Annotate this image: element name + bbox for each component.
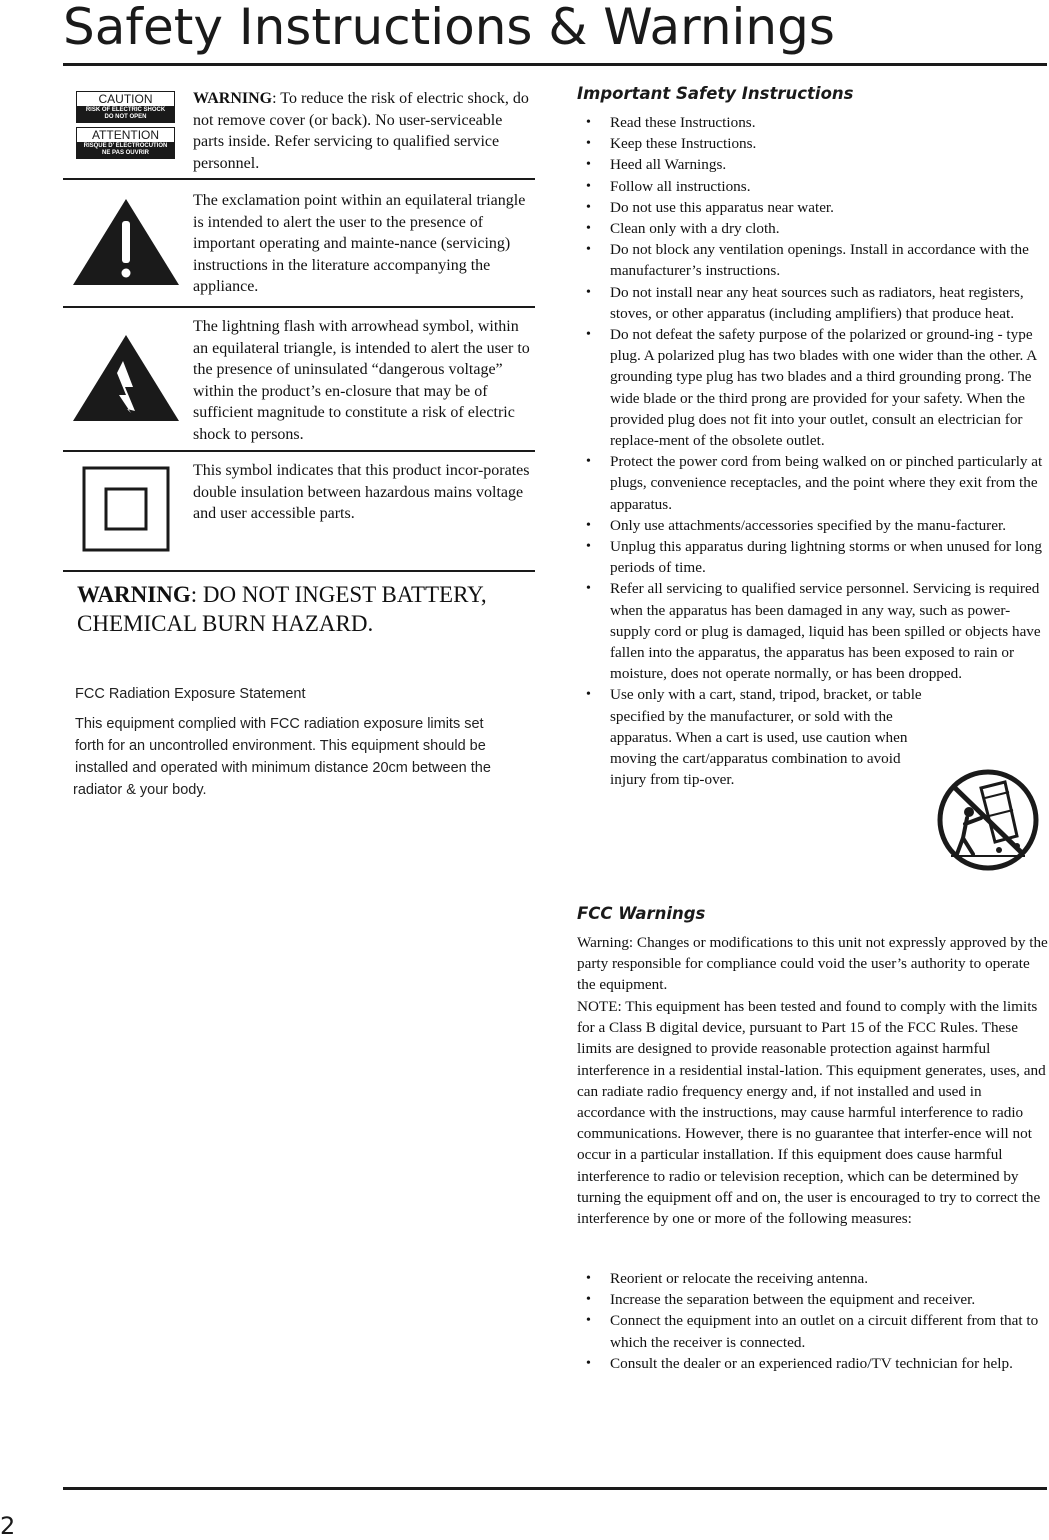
battery-warning-line1-text: : DO NOT INGEST BATTERY,	[190, 582, 487, 607]
list-item: • Do not install near any heat sources such as radiators, heat registers, stoves, or other apparatus (including amplifiers) that produce heat.	[577, 282, 1047, 324]
exclamation-text: The exclamation point within an equilateral triangle is intended to alert the user to the presence of important operating and mainte-nance (servicing) instructions in the literature accompanying the appliance.	[193, 192, 526, 295]
list-item: • Protect the power cord from being walked on or pinched particularly at plugs, convenience receptacles, and the point where they exit from the apparatus.	[577, 451, 1047, 515]
battery-warning	[63, 572, 535, 652]
warning-body: : To reduce the risk of electric shock, do not remove cover (or back). No user-serviceable parts inside. Refer servicing to qualified service personnel.	[193, 90, 529, 172]
list-item: • Refer all servicing to qualified service personnel. Servicing is required when the apparatus has been damaged in any way, such as power-supply cord or plug is damaged, liquid has been spilled or objects have fallen into the apparatus, the apparatus has been exposed to rain or moisture, does not operate normally, or has been dropped.	[577, 578, 1047, 684]
fcc-measures-list	[577, 1268, 1047, 1374]
caution-row	[63, 80, 535, 180]
left-column	[63, 80, 535, 652]
list-item: • Reorient or relocate the receiving antenna.	[577, 1268, 1047, 1289]
list-item: • Heed all Warnings.	[577, 154, 1047, 175]
lightning-triangle-icon	[71, 333, 181, 423]
header-rule	[63, 63, 1047, 66]
exclamation-triangle-icon	[71, 197, 181, 287]
page-title: Safety Instructions & Warnings	[63, 0, 835, 56]
important-heading: Important Safety Instructions	[577, 84, 854, 103]
battery-warning-lead: WARNING	[77, 582, 191, 607]
list-item: • Unplug this apparatus during lightning storms or when unused for long periods of time.	[577, 536, 1047, 578]
battery-warning-line2: CHEMICAL BURN HAZARD.	[77, 611, 374, 636]
list-item: • Connect the equipment into an outlet on a circuit different from that to which the receiver is connected.	[577, 1310, 1047, 1352]
caution-label-icon	[76, 91, 175, 123]
fcc-radiation-line4: radiator & your body.	[73, 782, 207, 798]
list-item: • Do not defeat the safety purpose of the polarized or ground-ing - type plug. A polarized plug has two blades with one wider than the other. A grounding type plug has two blades and a third grounding prong. The wide blade or the third prong are provided for your safety. When the provided plug does not fit into your outlet, consult an electrician for replace-ment of the obsolete outlet.	[577, 324, 1047, 451]
fcc-warnings-heading: FCC Warnings	[577, 904, 706, 923]
double-insulation-row	[63, 452, 535, 572]
page-number: 2	[0, 1512, 16, 1540]
attention-label-sub1: RISQUE D' ÉLECTROCUTION	[83, 143, 168, 149]
lightning-row	[63, 308, 535, 452]
fcc-radiation-heading: FCC Radiation Exposure Statement	[75, 686, 306, 702]
list-item: • Follow all instructions.	[577, 176, 1047, 197]
double-insulation-icon	[81, 465, 171, 553]
list-item: • Consult the dealer or an experienced radio/TV technician for help.	[577, 1353, 1047, 1374]
list-item: • Clean only with a dry cloth.	[577, 218, 1047, 239]
caution-label-sub1: RISK OF ELECTRIC SHOCK	[85, 107, 166, 113]
fcc-radiation-line1: This equipment complied with FCC radiation exposure limits set	[75, 716, 484, 732]
fcc-radiation-line2: forth for an uncontrolled environment. This equipment should be	[75, 738, 486, 754]
list-item: • Use only with a cart, stand, tripod, bracket, or table specified by the manufacturer, or sold with the apparatus. When a cart is used, use caution when moving the cart/apparatus combination to avoid injury from tip-over.	[577, 684, 1047, 790]
warning-lead: WARNING	[193, 90, 273, 107]
caution-warning-text	[193, 88, 535, 174]
caution-label-title: CAUTION	[77, 92, 174, 106]
list-item: • Do not use this apparatus near water.	[577, 197, 1047, 218]
caution-label-sub2: DO NOT OPEN	[104, 114, 147, 120]
attention-label-icon	[76, 127, 175, 159]
double-insulation-text: This symbol indicates that this product incor-porates double insulation between hazardous mains voltage and user accessible parts.	[193, 462, 530, 522]
fcc-radiation-line3: installed and operated with minimum distance 20cm between the	[75, 760, 491, 776]
attention-label-title: ATTENTION	[77, 128, 174, 142]
fcc-paragraph-2: NOTE: This equipment has been tested and found to comply with the limits for a Class B digital device, pursuant to Part 15 of the FCC Rules. These limits are designed to provide reasonable protection against harmful interference in a residential instal-lation. This equipment generates, uses, and can radiate radio frequency energy and, if not installed and used in accordance with the instructions, may cause harmful interference to radio communications. However, there is no guarantee that interfer-ence will not occur in a particular installation. If this equipment does cause harmful interference to radio or television reception, which can be determined by turning the equipment off and on, the user is encouraged to try to correct the interference by one or more of the following measures:	[577, 998, 1046, 1228]
list-item: • Increase the separation between the equipment and receiver.	[577, 1289, 1047, 1310]
battery-warning-line1	[77, 580, 487, 609]
important-list	[577, 112, 1047, 791]
footer-rule	[63, 1487, 1047, 1490]
attention-label-sub2: NE PAS OUVRIR	[102, 150, 149, 156]
list-item: • Only use attachments/accessories specified by the manu-facturer.	[577, 515, 1047, 536]
list-item: • Do not block any ventilation openings. Install in accordance with the manufacturer’s instructions.	[577, 239, 1047, 281]
cart-tipover-icon	[933, 768, 1043, 872]
exclamation-row	[63, 180, 535, 308]
list-item: • Keep these Instructions.	[577, 133, 1047, 154]
lightning-text: The lightning flash with arrowhead symbol, within an equilateral triangle, is intended to alert the user to the presence of uninsulated “dangerous voltage” within the product’s en-closure that may be of sufficient magnitude to constitute a risk of electric shock to persons.	[193, 318, 530, 443]
list-item: • Read these Instructions.	[577, 112, 1047, 133]
fcc-paragraph-1: Warning: Changes or modifications to this unit not expressly approved by the party responsible for compliance could void the user’s authority to operate the equipment.	[577, 934, 1048, 994]
